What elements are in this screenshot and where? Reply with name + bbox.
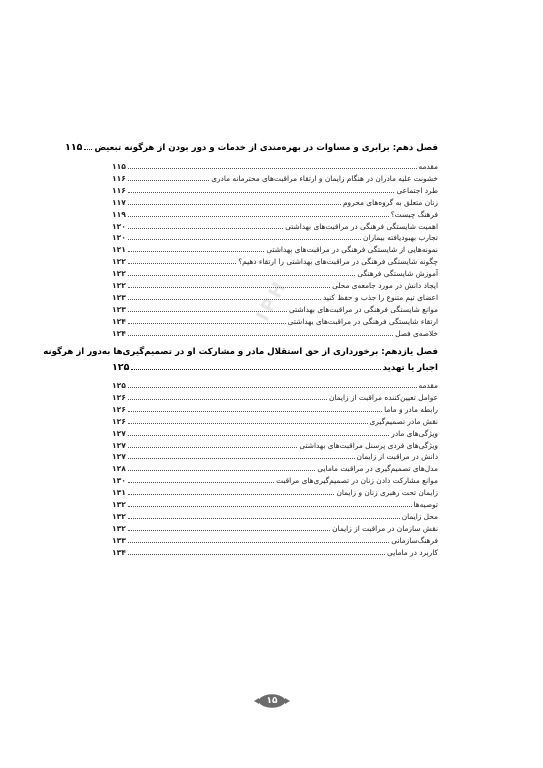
toc-entry[interactable]: خشونت علیه مادران در هنگام زایمان و ارتقاء مراقبت‌های محترمانه مادری ۱۱۶ (112, 173, 438, 183)
page-number: ۱۵ (266, 696, 278, 706)
toc-entry[interactable]: نقش سازمان در مراقبت از زایمان ۱۳۲ (112, 523, 438, 533)
toc-entry[interactable]: نقش مادر تصمیم‌گیری ۱۲۶ (112, 416, 438, 426)
toc-entry[interactable]: طرد اجتماعی ۱۱۶ (112, 185, 438, 195)
toc-entry[interactable]: زایمان تحت رهبری زنان و زایمان ۱۳۱ (112, 488, 438, 498)
toc-entry[interactable]: دانش در مراقبت از زایمان ۱۲۷ (112, 452, 438, 462)
toc-entry[interactable]: تجارب بهبودیافته بیماران ۱۲۰ (112, 233, 438, 243)
toc-entry[interactable]: چگونه شایستگی فرهنگی در مراقبت‌های بهداشتی را ارتقاء دهیم؟ ۱۲۲ (112, 257, 438, 267)
toc-entry[interactable]: مقدمه ۱۲۵ (112, 381, 438, 390)
toc-entry[interactable]: عوامل تعیین‌کننده مراقبت از زایمان ۱۲۶ (112, 392, 438, 402)
toc-entry[interactable]: موانع مشارکت دادن زنان در تصمیم‌گیری‌های مراقبت ۱۳۰ (112, 476, 438, 486)
toc-entry[interactable]: مقدمه ۱۱۵ (112, 162, 438, 171)
toc-entry[interactable]: زنان متعلق به گروه‌های محروم ۱۱۷ (112, 197, 438, 207)
toc-entry[interactable]: کاربرد در مامایی ۱۳۴ (112, 547, 438, 557)
toc-entry[interactable]: رابطه مادر و ماما ۱۲۶ (112, 404, 438, 414)
chapter-10-page: ۱۱۵ (65, 142, 83, 153)
dot-leader (84, 149, 92, 150)
chapter-10-heading (65, 141, 438, 155)
chapter-11-page: ۱۲۵ (112, 362, 130, 373)
toc-entry[interactable]: ویژگی‌های مادر ۱۲۷ (112, 428, 438, 438)
toc-entry[interactable]: توصیه‌ها ۱۳۲ (112, 500, 438, 510)
chapter-11-heading (43, 345, 438, 375)
toc-entry[interactable]: ارتقاء شایستگی فرهنگی در مراقبت‌های بهداشتی ۱۲۴ (112, 316, 438, 326)
watermark: IPH (252, 276, 292, 325)
chapter-11-title-line1: فصل یازدهم: برخورداری از حق استقلال مادر و مشارکت او در تصمیم‌گیری‌ها به‌دور از هرگونه (43, 347, 438, 357)
chapter-11-title-line2: اجبار یا تهدید (382, 363, 438, 373)
toc-entry[interactable]: موانع شایستگی فرهنگی در مراقبت‌های بهداشتی ۱۲۳ (112, 304, 438, 314)
page-number-badge (254, 690, 290, 712)
toc-entry[interactable]: آموزش شایستگی فرهنگی ۱۲۲ (112, 269, 438, 279)
toc-entry[interactable]: ایجاد دانش در مورد جامعه‌ی محلی ۱۲۲ (112, 281, 438, 291)
dot-leader (131, 369, 380, 370)
chapter-10-title: فصل دهم: برابری و مساوات در بهره‌مندی از خدمات و دور بودن از هرگونه تبعیض (94, 143, 438, 153)
toc-entry[interactable]: فرهنگ‌سازمانی ۱۳۳ (112, 535, 438, 545)
chapter-11-entries (112, 380, 438, 559)
toc-entry[interactable]: مدل‌های تصمیم‌گیری در مراقبت مامایی ۱۲۸ (112, 464, 438, 474)
toc-entry[interactable]: اعضای تیم متنوع را جذب و حفظ کنید ۱۲۳ (112, 292, 438, 302)
toc-entry[interactable]: نمونه‌هایی از شایستگی فرهنگی در مراقبت‌های بهداشتی ۱۲۱ (112, 245, 438, 255)
toc-entry[interactable]: محل زایمان ۱۳۲ (112, 511, 438, 521)
toc-entry[interactable]: فرهنگ چیست؟ ۱۱۹ (112, 209, 438, 219)
toc-entry[interactable]: اهمیت شایستگی فرهنگی در مراقبت‌های بهداشتی ۱۲۰ (112, 221, 438, 231)
toc-entry[interactable]: خلاصه‌ی فصل ۱۲۴ (112, 328, 438, 338)
toc-entry[interactable]: ویژگی‌های فردی پرسنل مراقبت‌های بهداشتی ۱۲۷ (112, 440, 438, 450)
